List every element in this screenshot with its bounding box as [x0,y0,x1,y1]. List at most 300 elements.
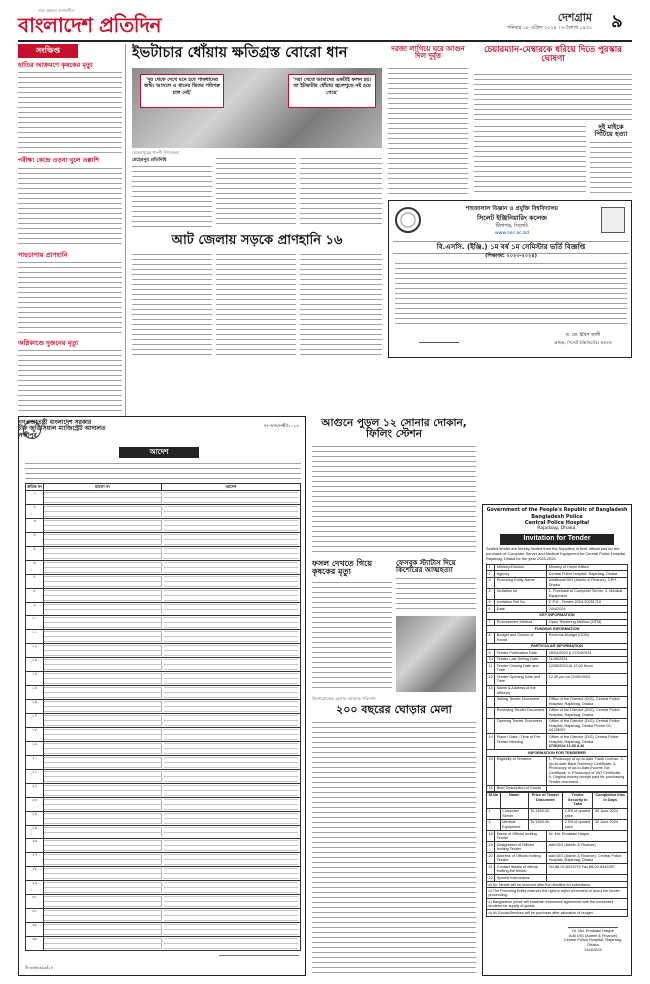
row-label: Opening Tender Document [495,718,547,734]
row-value: Tel-88-02-8312075 Fax 88-02-8342287 [547,864,628,875]
ad-body [395,263,627,325]
row-value: Office of the Director (DIG) Central Police Hospital, Rajarbag, Dhaka 07/5/2024 11.00 A.M [547,734,628,750]
row-case [44,771,162,782]
row-label: Brief Description of Goods [495,785,547,792]
ad-signer-name: ড. মো. ইদ্রিস আলী [565,333,601,338]
row-case [44,631,162,642]
masthead [18,8,632,38]
row-order [164,631,298,642]
row-case [44,882,162,893]
row-serial: ১০ [26,616,44,629]
row-case [44,938,162,949]
row-serial: ২৯ [26,881,44,894]
row-serial: ৩৩ [26,937,44,950]
row-number: 14 [487,734,495,750]
lead-caption: মেহেরপুরের গাংনী উপজেলা [132,150,180,155]
row-label: Address of Official Inviting Tender [495,853,547,864]
goods-row [487,808,628,819]
row-serial: ৬ [26,561,44,574]
goods-cell: Tk 1500.00 [528,819,562,830]
story-headline: আগুনে পুড়ল ১২ সোনার দোকান, ফিলিং স্টেশন [321,417,467,441]
story-headline: চেয়ারম্যান-মেম্বারকে ধরিয়ে দিতে পুরস্কার ঘোষণা [484,45,622,64]
row-order [164,938,298,949]
instruction-item: c) Bangladesh police will establish framework agreement with the successful tenderer for supply of goods. [486,899,628,910]
row-label: Name of Official Inviting Tender [495,831,547,842]
row-order [164,548,298,559]
row-serial: ২ [26,505,44,518]
row-number: 1 [487,564,495,571]
signature-mark [419,331,459,343]
goods-cell: 2 [487,819,501,830]
story-body [216,254,296,358]
table-row [25,575,301,589]
goods-table [486,792,628,831]
row-order [164,757,298,768]
table-row [25,923,301,937]
goods-row [487,819,628,830]
tender-signature [558,920,628,953]
section-label: সংক্ষিপ্ত [18,44,78,58]
row-order [164,840,298,851]
row-label: Contact details of official inviting the tender [495,864,547,875]
row-case [44,548,162,559]
row-label: Date [495,606,547,613]
story-body [300,254,382,358]
lead-byline: মেহেরপুর প্রতিনিধি [132,158,167,163]
row-order [164,743,298,754]
table-row [25,798,301,812]
row-value: Office of the Director (DIG), Central Police Hospital, Rajarbag, Dhaka [547,696,628,707]
row-case [44,617,162,628]
row-serial: ৯ [26,603,44,616]
row-order [164,645,298,656]
row-number: 12 [487,674,495,685]
tender-notice [482,504,632,976]
table-row [487,718,628,734]
court-signature [219,955,299,971]
row-order [164,673,298,684]
brief-title: পরীক্ষা কেন্দ্রে ওড়না খুলে তল্লাশি [18,157,100,164]
row-number: 15 [487,756,495,785]
court-ref: নং-জজ/লক্ষ্মী/২০২৪ [264,423,299,428]
story-headline: ২০০ বছরের ঘোড়ার মেলা [336,703,452,716]
row-serial: ১৩ [26,658,44,671]
court-name: চীফ জুডিসিয়াল ম্যাজিস্ট্রেট আদালত [18,425,106,433]
story-b-block [300,362,382,414]
row-order [164,771,298,782]
row-serial: ২৬ [26,839,44,852]
row-case [44,840,162,851]
table-row [25,686,301,700]
row-number: 9 [487,650,495,657]
row-case [44,506,162,517]
row-value: C.P.H - Tender-2024-20251710 [547,599,628,606]
row-value: Office of the Director (DIG), Central Police Hospital, Rajarbag, Dhaka Phone-02-44128057 [547,718,628,734]
brief-title: অগ্নিকাণ্ডে দুজনের মৃত্যু [18,339,79,347]
lead-body [300,158,382,228]
story-photo [396,616,476,692]
row-serial: ৭ [26,575,44,588]
row-case [44,576,162,587]
row-serial: ১৪ [26,672,44,685]
table-row [487,756,628,785]
table-row [25,616,301,630]
row-number: 5 [487,599,495,606]
row-number: 13 [487,685,495,696]
row-order [164,687,298,698]
row-value: 11/05/2024 [547,656,628,663]
story-body [312,722,476,976]
court-table [25,483,301,951]
brief-body [18,350,122,412]
quote-text: 'দূর থেকে দেখে মনে হবে পাকধানের জমি। আসলে এ ধানের ভিতর পরিপক্ব চাল নেই' [143,77,221,96]
row-serial: ১৯ [26,742,44,755]
row-label: Selling Tender Document [495,696,547,707]
row-order [164,617,298,628]
row-label: Receiving Tender Document [495,707,547,718]
story-body [474,74,632,122]
row-case [44,799,162,810]
goods-header-row [487,792,628,808]
goods-header-cell: Price of Tender Document [528,792,562,808]
row-value: Add DIG (Admin & Finance) [547,842,628,853]
row-label: Tender Opening Date and Time [495,674,547,685]
row-number [487,707,495,718]
row-order [164,924,298,935]
table-row [25,561,301,575]
photo-caption: কিশোরগঞ্জের মেলায় আজকে পরিদর্শন [312,696,376,701]
tender-title: Invitation for Tender [500,534,614,545]
lead-quote-right [288,74,376,108]
row-label: Invitation for [495,588,547,599]
table-row [25,770,301,784]
table-row [487,674,628,685]
footer-code: বি-৩৩/৬৩৯৩/২৪ [25,965,54,970]
row-value [547,685,628,696]
row-serial: ১৬ [26,700,44,713]
page-number: ৯ [611,11,623,32]
row-value: 28/04/2024 & 27/04/2024 [547,650,628,657]
brief-title: হাতির আক্রমণে কৃষকের মৃত্যু [18,61,93,69]
row-number: 6 [487,606,495,613]
row-case [44,868,162,879]
row-case [44,673,162,684]
tender-signer-title: Add DIG (Admin & Finance) [568,932,618,938]
table-row [487,864,628,875]
table-row [487,853,628,864]
row-order [164,701,298,712]
row-serial: ২২ [26,784,44,797]
row-case [44,590,162,601]
row-order [164,520,298,531]
row-number [487,696,495,707]
row-case [44,910,162,921]
table-row [25,728,301,742]
table-row [25,714,301,728]
goods-header-cell: Sl.No [487,792,501,808]
ad-website: www.sec.ac.bd [494,231,530,236]
row-case [44,729,162,740]
row-case [44,520,162,531]
lead-body [132,166,212,228]
row-case [44,896,162,907]
masthead-tagline: সত্য প্রকাশে আপসহীন [38,8,74,13]
instruction-item: a) No Tender will be received after the deadline for submission. [486,882,628,888]
row-number: 8 [487,632,495,643]
table-row [25,644,301,658]
row-label: Name & Address of the office(s) [495,685,547,696]
lead-body [216,158,296,228]
court-title: আদেশ [119,447,199,458]
court-notice [18,416,306,976]
row-number: 11 [487,663,495,674]
table-row [25,826,301,840]
ad-subtitle: সিলেট ইঞ্জিনিয়ারিং কলেজ [477,214,547,222]
col-serial: ক্রমিক নং [26,484,42,489]
row-serial: ৩১ [26,909,44,922]
row-case [44,701,162,712]
row-serial: ১৫ [26,686,44,699]
row-label: Invitation Ref No [495,599,547,606]
row-number: 2 [487,571,495,578]
row-number: 7 [487,619,495,626]
goods-cell: Computer Server [500,808,528,819]
court-location: লক্ষ্মীপুর [18,431,37,439]
masthead-section: দেশগ্রাম [557,11,592,24]
row-label: Agency [495,571,547,578]
table-row [487,632,628,643]
table-row [25,630,301,644]
table-row [25,881,301,895]
lead-headline: ইভটাচার ধোঁয়ায় ক্ষতিগ্রস্ত বোরো ধান [132,45,348,61]
table-row [25,700,301,714]
row-number [487,718,495,734]
tender-table-2 [486,830,628,882]
row-label: Tender Publication Date [495,650,547,657]
table-row [25,672,301,686]
row-order [164,492,298,503]
story-headline: দরজা লাগিয়ে ঘরে আগুন দিল দুর্বৃত্ত [391,45,465,61]
section-header: FUNDING INFORMATION [487,626,628,633]
table-row [25,812,301,826]
col-order: আদেশ [225,484,237,489]
row-label: Procurement Method [495,619,547,626]
story-body [474,126,586,196]
ad-location: টিলাগড়, সিলেট। [495,224,529,229]
row-order [164,813,298,824]
table-row [487,734,628,750]
section-header: PARTICULAR INFORMATION [487,643,628,650]
story-body [590,142,632,196]
row-serial: ১ [26,491,44,504]
row-serial: ২৮ [26,867,44,880]
row-case [44,813,162,824]
table-row [25,742,301,756]
row-order [164,799,298,810]
college-logo-icon [601,207,625,233]
tender-hospital: Central Police Hospital [524,520,590,527]
table-row [487,842,628,853]
row-number: 19 [487,842,495,853]
table-row [487,588,628,599]
goods-cell: Tk 1500.00 [528,808,562,819]
university-seal-icon [395,207,421,233]
goods-header-cell: Tender Security in Taka [563,792,593,808]
col-case: মামলা নং [44,484,162,490]
table-row [25,839,301,853]
row-order [164,910,298,921]
row-value: Central Police hospital, Rajarbag, Dhaka [547,571,628,578]
row-value: Revenue Budget (GOB) [547,632,628,643]
row-serial: ১৭ [26,714,44,727]
row-order [164,729,298,740]
story-headline: ফেসবুক স্ট্যাটাস দিয়ে কিশোরের আত্মহত্যা [396,559,456,575]
masthead-rule [18,40,632,42]
row-serial: ৩ [26,519,44,532]
table-row [487,685,628,696]
quote-text: 'সরা খেতে আমাদের একটাই ফলন হয়। তা ইটভাটার ধোঁয়ায় জ্বলেপুড়ে নষ্ট হয়ে গেছে' [292,77,372,96]
row-serial: ১৮ [26,728,44,741]
table-row [487,875,628,882]
goods-header-cell: Completion time in Days [593,792,628,808]
briefs-column [18,44,126,416]
table-row [25,756,301,770]
story-body [312,446,476,554]
story-body [312,582,392,692]
table-row [25,519,301,533]
row-case [44,854,162,865]
row-number: 3 [487,577,495,588]
court-table-body [25,491,301,951]
row-case [44,743,162,754]
row-case [44,827,162,838]
admission-ad [388,200,632,358]
row-value [547,875,628,882]
row-label: Ministry/Division [495,564,547,571]
row-label: Procuring Entity Name [495,577,547,588]
row-order [164,506,298,517]
row-serial: ৪ [26,533,44,546]
brief-body [18,168,122,248]
row-label: Place / Date / Time of Pre-Tender Meeting [495,734,547,750]
table-row [25,603,301,617]
row-serial: ২৫ [26,826,44,839]
row-serial: ১১ [26,630,44,643]
brief-body [18,262,122,336]
section-header: KEY INFORMATION [487,612,628,619]
table-row [25,909,301,923]
row-number: 20 [487,853,495,864]
goods-cell: 2.5% of quoted price [563,808,593,819]
row-label: Special Instructions [495,875,547,882]
table-row [25,853,301,867]
story-body [396,578,476,612]
row-serial: ১২ [26,644,44,657]
table-row [25,589,301,603]
brief-body [18,72,122,154]
goods-cell: 1 [487,808,501,819]
row-value: 12/05/2024 At 12.00 Noon [547,663,628,674]
goods-cell: 30 June 2024 [593,808,628,819]
goods-cell: Medical Equipment [500,819,528,830]
tender-intro: Sealed tender are hereby invited from the Suppliers in their official pad for the purchase of Computer Server and Medical Equipment for Central Police Hospital, Rajarbag, Dhaka for the year 2023-2024. [486,545,626,561]
row-value: Open Tendering Method (OTM) [547,619,628,626]
table-row [487,831,628,842]
table-row [25,491,301,505]
row-case [44,924,162,935]
row-label: Budget and Source of Funds [495,632,547,643]
row-serial: ৮ [26,589,44,602]
tender-signer-org: Central Police Hospital, Rajarbag, Dhaka [563,937,623,948]
row-value: 1. Purchase of Computer Server, 2. Medical Equipment [547,588,628,599]
row-value: 12.30 pm on 12/05/2024 [547,674,628,685]
goods-header-cell: Name [500,792,528,808]
table-row [25,658,301,672]
court-table-header [25,483,301,491]
court-emblem-icon [23,421,41,439]
row-serial: ৩২ [26,923,44,936]
tender-city: Rajarbag, Dhaka. [537,526,577,532]
tender-instructions [486,882,628,917]
row-number: 4 [487,588,495,599]
brief-title: গাছচাপায় প্রাণহানি [18,251,68,259]
story-body [132,254,212,358]
row-case [44,534,162,545]
goods-cell: 2.5% of quoted price [563,819,593,830]
row-label: Tender Last Selling Date [495,656,547,663]
signature-mark [568,920,618,928]
row-serial: ৩০ [26,895,44,908]
table-row [487,663,628,674]
story-body [388,68,468,196]
row-label: Designation of Official Inviting Tender [495,842,547,853]
tender-signer: Dr. Md. Emdadul Haque [572,927,614,933]
masthead-logo: বাংলাদেশ প্রতিদিন [18,13,161,37]
row-order [164,576,298,587]
story-headline: ফসল দেখতে গিয়ে কৃষকের মৃত্যু [312,559,373,577]
row-case [44,562,162,573]
tender-gov: Government of the People's Republic of Bangladesh [486,508,628,513]
row-case [44,604,162,615]
row-order [164,659,298,670]
row-number: 21 [487,864,495,875]
row-number: 16 [488,786,493,791]
instruction-item: b) The Procuring Entity reserves the right to reject all tenders or annul the tender proceeding. [486,888,628,899]
row-order [164,534,298,545]
row-serial: ২৩ [26,798,44,811]
row-case [44,715,162,726]
row-order [164,715,298,726]
row-number: 18 [487,831,495,842]
row-case [44,687,162,698]
row-value: 24/4/2024 [547,606,628,613]
row-value: Ministry of Home Affairs [547,564,628,571]
ad-signer-title: অধ্যক্ষ, সিলেট ইঞ্জিনিয়ারিং কলেজ [553,340,613,345]
row-order [164,827,298,838]
table-row [25,533,301,547]
tender-table [486,564,628,793]
story-subhead: দুই মাইকে পিটিয়ে হত্যা [594,123,628,138]
row-case [44,659,162,670]
row-serial: ৫ [26,547,44,560]
row-order [164,854,298,865]
section-header: INFORMATION FOR TENDERER [487,750,628,757]
tender-police: Bangladesh Police [531,513,583,520]
row-order [164,785,298,796]
row-number: 10 [488,657,493,662]
row-serial: ২১ [26,770,44,783]
row-order [164,562,298,573]
